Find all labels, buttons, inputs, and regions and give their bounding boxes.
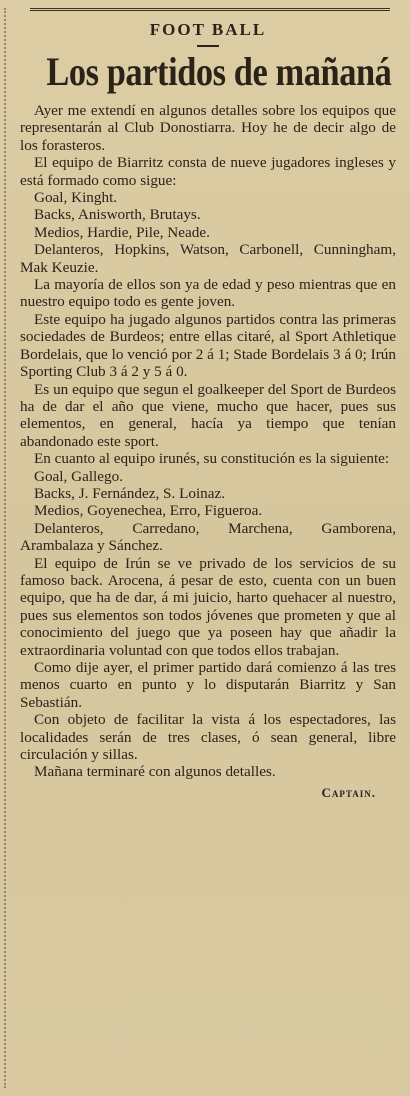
column-edge-rule xyxy=(4,8,9,1088)
article-paragraph: Medios, Goyenechea, Erro, Figueroa. xyxy=(34,502,263,520)
article-paragraph: Es un equipo que segun el goalkeeper del Sport de Burdeos ha de dar el año que viene, mucho que hacer, pues sus elementos, en general, hacía ya tiempo que tenían abandonado este sport. xyxy=(20,380,396,450)
top-ornamental-rule xyxy=(30,8,390,11)
article-paragraph: El equipo de Irún se ve privado de los servicios de su famoso back. Arocena, á pesar de esto, cuenta con un buen equipo, que ha de dar, á mi juicio, harto quehacer al nuestro, pues sus elementos son todos jóvenes que prometen y que al conocimiento del juego que ya poseen hay que añadir la extraordinaria voluntad con que todos ellos trabajan. xyxy=(20,554,396,659)
article-paragraph: La mayoría de ellos son ya de edad y peso mientras que en nuestro equipo todo es gente joven. xyxy=(20,276,396,311)
article-paragraph: Goal, Kinght. xyxy=(34,189,118,207)
article-paragraph: Mañana terminaré con algunos detalles. xyxy=(34,763,276,781)
section-heading: FOOT BALL xyxy=(149,20,267,39)
article-paragraph: Este equipo ha jugado algunos partidos contra las primeras sociedades de Burdeos; entre ellas citaré, al Sport Athletique Bordelais, que lo venció por 2 á 1; Stade Bordelais 3 á 0; Irún Sporting Club 3 á 2 y 5 á 0. xyxy=(20,310,396,381)
article-paragraph: Como dije ayer, el primer partido dará comienzo á las tres menos cuarto en punto y lo disputarán Biarritz y San Sebastián. xyxy=(20,659,396,711)
article-body xyxy=(20,102,396,781)
signature: Captain. xyxy=(321,784,376,800)
article-paragraph: En cuanto al equipo irunés, su constitución es la siguiente: xyxy=(34,450,390,468)
article-paragraph: Backs, Anisworth, Brutays. xyxy=(34,206,201,224)
heading-divider xyxy=(197,45,219,47)
article-paragraph: Ayer me extendí en algunos detalles sobre los equipos que representarán al Club Donostiarra. Hoy he de decir algo de los forasteros. xyxy=(20,102,396,154)
article-paragraph: Con objeto de facilitar la vista á los espectadores, las localidades serán de tres clases, ó sean general, libre circulación y sillas. xyxy=(20,711,396,764)
article-paragraph: Goal, Gallego. xyxy=(34,467,123,485)
article-paragraph: Medios, Hardie, Pile, Neade. xyxy=(34,223,210,241)
article-paragraph: El equipo de Biarritz consta de nueve jugadores ingleses y está formado como sigue: xyxy=(20,154,396,189)
article-paragraph: Delanteros, Carredano, Marchena, Gamborena, Arambalaza y Sánchez. xyxy=(20,519,396,555)
article-paragraph: Backs, J. Fernández, S. Loinaz. xyxy=(34,484,226,502)
article-paragraph: Delanteros, Hopkins, Watson, Carbonell, Cunningham, Mak Keuzie. xyxy=(20,241,396,276)
headline: Los partidos de mañaná xyxy=(46,49,392,94)
